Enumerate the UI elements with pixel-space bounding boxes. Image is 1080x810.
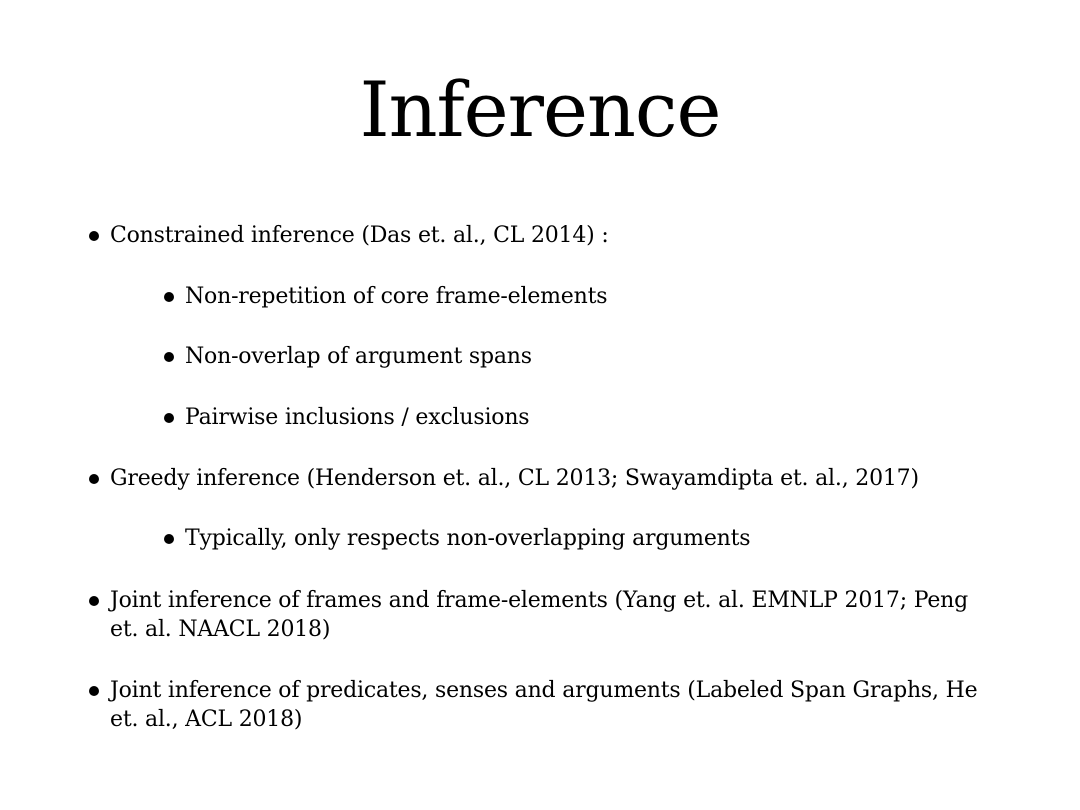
bullet-dot-icon — [89, 596, 99, 606]
bullet-text: Non-overlap of argument spans — [185, 344, 532, 369]
bullet-text: Joint inference of frames and frame-elements (Yang et. al. EMNLP 2017; Peng et. al. NAACL 2018) — [110, 588, 968, 642]
sub-bullet-typically — [185, 524, 1005, 553]
bullet-constrained-inference — [110, 221, 1010, 250]
bullet-dot-icon — [164, 352, 174, 362]
bullet-joint-predicates — [110, 676, 1010, 734]
bullet-text: Greedy inference (Henderson et. al., CL 2013; Swayamdipta et. al., 2017) — [110, 466, 919, 491]
bullet-dot-icon — [89, 686, 99, 696]
bullet-text: Joint inference of predicates, senses and arguments (Labeled Span Graphs, He et. al., ACL 2018) — [110, 678, 978, 732]
sub-bullet-non-overlap — [185, 342, 1005, 371]
bullet-joint-frames — [110, 586, 990, 644]
bullet-text: Constrained inference (Das et. al., CL 2014) : — [110, 223, 609, 248]
bullet-dot-icon — [89, 231, 99, 241]
slide-title: Inference — [359, 65, 721, 154]
sub-bullet-pairwise — [185, 403, 1005, 432]
bullet-dot-icon — [164, 534, 174, 544]
bullet-dot-icon — [89, 474, 99, 484]
sub-bullet-non-repetition — [185, 282, 1005, 311]
bullet-greedy-inference — [110, 464, 1010, 493]
bullet-text: Typically, only respects non-overlapping arguments — [185, 526, 751, 551]
bullet-dot-icon — [164, 413, 174, 423]
bullet-text: Pairwise inclusions / exclusions — [185, 405, 530, 430]
bullet-dot-icon — [164, 292, 174, 302]
bullet-text: Non-repetition of core frame-elements — [185, 284, 608, 309]
